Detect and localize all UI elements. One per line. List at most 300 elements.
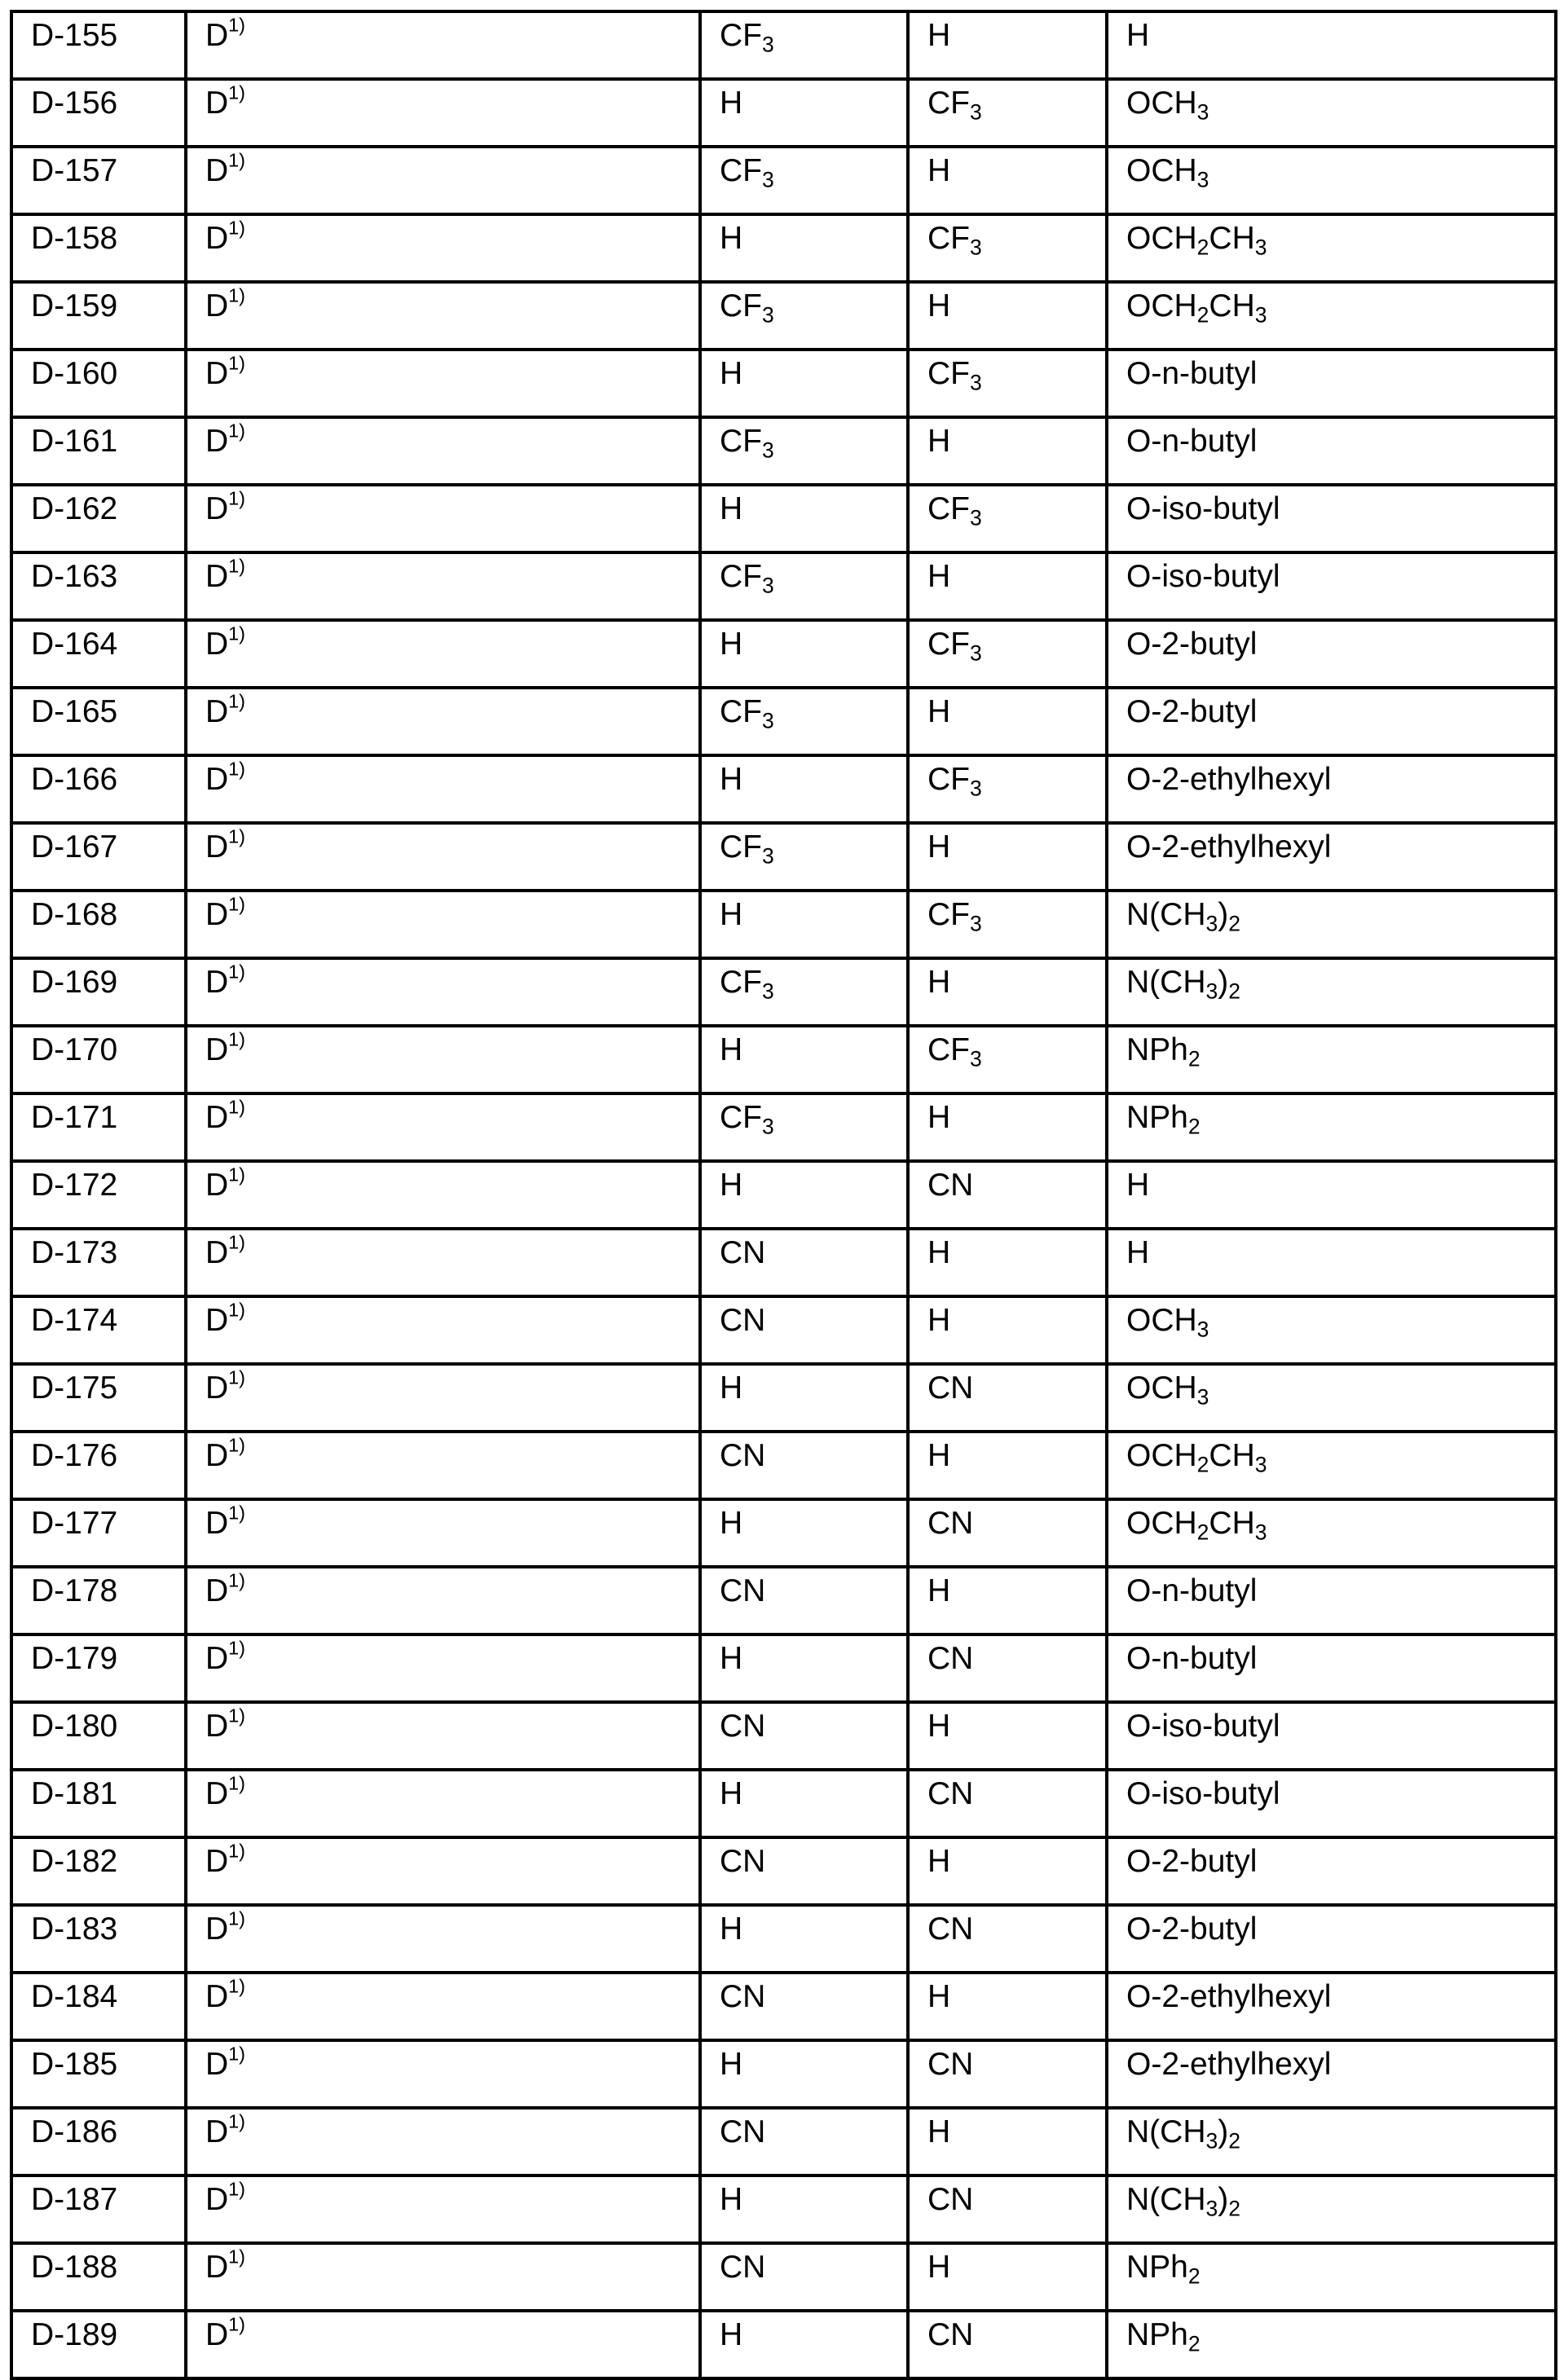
compound-id: D-183 bbox=[31, 1911, 118, 1947]
table-row bbox=[11, 2175, 1556, 2243]
table-row bbox=[11, 620, 1556, 688]
substituent-r2-cell bbox=[908, 1432, 1107, 1499]
substituent-r2-cell bbox=[908, 1770, 1107, 1837]
compound-id: D-171 bbox=[31, 1100, 118, 1135]
compound-id-cell bbox=[11, 282, 186, 350]
table-row bbox=[11, 958, 1556, 1026]
substituent-r1: $CF_3$ bbox=[720, 559, 774, 598]
table-row bbox=[11, 755, 1556, 823]
substituent-r2-cell bbox=[908, 350, 1107, 417]
base-structure: D bbox=[205, 694, 229, 729]
substituent-r3: H bbox=[1126, 18, 1150, 53]
substituent-r3-cell bbox=[1107, 1905, 1556, 1973]
substituent-r2: H bbox=[927, 1844, 951, 1879]
base-structure: D bbox=[205, 1573, 229, 1608]
substituent-r2: CN bbox=[927, 1641, 974, 1676]
footnote-ref: 1) bbox=[228, 1705, 245, 1727]
substituent-r3: $OCH_3$ bbox=[1126, 1370, 1209, 1410]
compound-id-cell bbox=[11, 2311, 186, 2378]
compound-id-cell bbox=[11, 823, 186, 891]
substituent-r2: H bbox=[927, 965, 951, 1000]
compound-id: D-189 bbox=[31, 2317, 118, 2352]
substituent-r3-cell bbox=[1107, 620, 1556, 688]
footnote-ref: 1) bbox=[228, 1772, 245, 1794]
footnote-ref: 1) bbox=[228, 1434, 245, 1456]
table-row bbox=[11, 1634, 1556, 1702]
compound-id: D-165 bbox=[31, 694, 118, 729]
substituent-r3: O-2-ethylhexyl bbox=[1126, 1979, 1332, 2014]
compound-id: D-169 bbox=[31, 965, 118, 1000]
substituent-r1-cell bbox=[700, 214, 908, 282]
compound-id: D-186 bbox=[31, 2114, 118, 2149]
base-structure-cell bbox=[186, 891, 700, 958]
compound-id: D-166 bbox=[31, 762, 118, 797]
footnote-ref: 1) bbox=[228, 149, 245, 171]
substituent-r3: NPh$_2$ bbox=[1126, 1032, 1201, 1071]
base-structure: D bbox=[205, 1641, 229, 1676]
compound-id: D-159 bbox=[31, 288, 118, 323]
base-structure: D bbox=[205, 424, 229, 459]
substituent-r1-cell bbox=[700, 147, 908, 214]
base-structure: D bbox=[205, 1911, 229, 1947]
substituent-r2-cell bbox=[908, 2311, 1107, 2378]
substituent-r1: H bbox=[720, 1641, 743, 1676]
substituent-r3-cell bbox=[1107, 282, 1556, 350]
base-structure-cell bbox=[186, 823, 700, 891]
base-structure-cell bbox=[186, 2040, 700, 2108]
substituent-r1: CN bbox=[720, 1235, 766, 1270]
table-row bbox=[11, 1229, 1556, 1296]
compound-id: D-188 bbox=[31, 2250, 118, 2285]
substituent-r1-cell bbox=[700, 1499, 908, 1567]
substituent-r1: $CF_3$ bbox=[720, 18, 774, 57]
substituent-r2: H bbox=[927, 559, 951, 594]
substituent-r2: H bbox=[927, 1979, 951, 2014]
substituent-r2-cell bbox=[908, 214, 1107, 282]
base-structure-cell bbox=[186, 1973, 700, 2040]
compound-id: D-184 bbox=[31, 1979, 118, 2014]
base-structure-cell bbox=[186, 147, 700, 214]
substituent-r1: CN bbox=[720, 1573, 766, 1608]
substituent-r2-cell bbox=[908, 2175, 1107, 2243]
substituent-r3: NPh$_2$ bbox=[1126, 2317, 1201, 2356]
base-structure-cell bbox=[186, 214, 700, 282]
compound-id-cell bbox=[11, 2243, 186, 2311]
substituent-r2-cell bbox=[908, 79, 1107, 147]
substituent-r2: $CF_3$ bbox=[927, 897, 982, 936]
substituent-r1: H bbox=[720, 1911, 743, 1947]
base-structure-cell bbox=[186, 1161, 700, 1229]
base-structure-cell bbox=[186, 620, 700, 688]
substituent-r3: O-2-butyl bbox=[1126, 1844, 1258, 1879]
base-structure: D bbox=[205, 153, 229, 188]
substituent-r3-cell bbox=[1107, 1634, 1556, 1702]
substituent-r3-cell bbox=[1107, 147, 1556, 214]
table-row bbox=[11, 1026, 1556, 1093]
compound-id-cell bbox=[11, 1973, 186, 2040]
substituent-r2: $CF_3$ bbox=[927, 1032, 982, 1071]
substituent-r3-cell bbox=[1107, 755, 1556, 823]
substituent-r3: $OCH_2CH_3$ bbox=[1126, 1506, 1267, 1545]
footnote-ref: 1) bbox=[228, 1164, 245, 1186]
base-structure-cell bbox=[186, 2175, 700, 2243]
substituent-r3: $OCH_3$ bbox=[1126, 153, 1209, 192]
table-row bbox=[11, 1093, 1556, 1161]
compound-id: D-168 bbox=[31, 897, 118, 932]
compound-id: D-182 bbox=[31, 1844, 118, 1879]
substituent-r1: $CF_3$ bbox=[720, 153, 774, 192]
substituent-r2-cell bbox=[908, 417, 1107, 485]
substituent-r3-cell bbox=[1107, 1973, 1556, 2040]
substituent-r2: H bbox=[927, 18, 951, 53]
footnote-ref: 1) bbox=[228, 555, 245, 577]
footnote-ref: 1) bbox=[228, 1569, 245, 1591]
base-structure-cell bbox=[186, 1093, 700, 1161]
substituent-r1-cell bbox=[700, 485, 908, 552]
base-structure: D bbox=[205, 897, 229, 932]
substituent-r3-cell bbox=[1107, 1364, 1556, 1432]
compound-id-cell bbox=[11, 755, 186, 823]
substituent-r3: NPh$_2$ bbox=[1126, 1100, 1201, 1139]
substituent-r3-cell bbox=[1107, 79, 1556, 147]
substituent-r2: H bbox=[927, 1573, 951, 1608]
substituent-r1-cell bbox=[700, 1432, 908, 1499]
substituent-r2-cell bbox=[908, 11, 1107, 79]
substituent-r1: CN bbox=[720, 1709, 766, 1744]
compound-id-cell bbox=[11, 688, 186, 755]
base-structure: D bbox=[205, 1709, 229, 1744]
substituent-r3-cell bbox=[1107, 891, 1556, 958]
base-structure: D bbox=[205, 18, 229, 53]
compound-id: D-156 bbox=[31, 86, 118, 121]
substituent-r3: $OCH_2CH_3$ bbox=[1126, 1438, 1267, 1477]
substituent-r1-cell bbox=[700, 1905, 908, 1973]
table-row bbox=[11, 1161, 1556, 1229]
base-structure: D bbox=[205, 762, 229, 797]
substituent-r2: H bbox=[927, 1438, 951, 1473]
base-structure: D bbox=[205, 627, 229, 662]
base-structure-cell bbox=[186, 1702, 700, 1770]
substituent-r1-cell bbox=[700, 2108, 908, 2175]
substituent-r1-cell bbox=[700, 1567, 908, 1634]
footnote-ref: 1) bbox=[228, 1231, 245, 1253]
footnote-ref: 1) bbox=[228, 487, 245, 509]
substituent-r3: $N(CH_3)_2$ bbox=[1126, 2114, 1240, 2153]
base-structure-cell bbox=[186, 1499, 700, 1567]
substituent-r1: $CF_3$ bbox=[720, 965, 774, 1004]
substituent-r1: H bbox=[720, 491, 743, 526]
footnote-ref: 1) bbox=[228, 1637, 245, 1659]
footnote-ref: 1) bbox=[228, 217, 245, 239]
substituent-r3-cell bbox=[1107, 2311, 1556, 2378]
substituent-r1-cell bbox=[700, 2243, 908, 2311]
substituent-r1-cell bbox=[700, 1296, 908, 1364]
table-row bbox=[11, 823, 1556, 891]
footnote-ref: 1) bbox=[228, 14, 245, 36]
footnote-ref: 1) bbox=[228, 2110, 245, 2132]
substituent-r1: CN bbox=[720, 2114, 766, 2149]
substituent-r1: H bbox=[720, 627, 743, 662]
substituent-r2-cell bbox=[908, 1161, 1107, 1229]
footnote-ref: 1) bbox=[228, 420, 245, 442]
substituent-r3-cell bbox=[1107, 823, 1556, 891]
base-structure: D bbox=[205, 965, 229, 1000]
substituent-r3: O-iso-butyl bbox=[1126, 1776, 1280, 1811]
substituent-r3-cell bbox=[1107, 2243, 1556, 2311]
compound-id-cell bbox=[11, 11, 186, 79]
base-structure: D bbox=[205, 1168, 229, 1203]
substituent-r2: H bbox=[927, 424, 951, 459]
substituent-r1: H bbox=[720, 897, 743, 932]
footnote-ref: 1) bbox=[228, 1096, 245, 1118]
table-row bbox=[11, 891, 1556, 958]
base-structure: D bbox=[205, 221, 229, 256]
compound-id: D-187 bbox=[31, 2182, 118, 2217]
substituent-r2-cell bbox=[908, 1905, 1107, 1973]
substituent-r3-cell bbox=[1107, 552, 1556, 620]
compound-id-cell bbox=[11, 79, 186, 147]
compound-id-cell bbox=[11, 2108, 186, 2175]
table-row bbox=[11, 552, 1556, 620]
base-structure-cell bbox=[186, 958, 700, 1026]
compound-id: D-185 bbox=[31, 2047, 118, 2082]
substituent-r3-cell bbox=[1107, 1770, 1556, 1837]
substituent-r3: O-iso-butyl bbox=[1126, 491, 1280, 526]
footnote-ref: 1) bbox=[228, 893, 245, 915]
substituent-r1-cell bbox=[700, 620, 908, 688]
compound-id-cell bbox=[11, 1837, 186, 1905]
substituent-r2-cell bbox=[908, 1296, 1107, 1364]
compound-id: D-170 bbox=[31, 1032, 118, 1067]
compound-id: D-180 bbox=[31, 1709, 118, 1744]
substituent-r3: H bbox=[1126, 1168, 1150, 1203]
compound-id-cell bbox=[11, 1905, 186, 1973]
base-structure: D bbox=[205, 2047, 229, 2082]
base-structure: D bbox=[205, 1370, 229, 1406]
base-structure: D bbox=[205, 1032, 229, 1067]
substituent-r1-cell bbox=[700, 282, 908, 350]
base-structure: D bbox=[205, 2114, 229, 2149]
substituent-r3-cell bbox=[1107, 350, 1556, 417]
table-row bbox=[11, 1770, 1556, 1837]
substituent-r2-cell bbox=[908, 1567, 1107, 1634]
compound-id: D-173 bbox=[31, 1235, 118, 1270]
footnote-ref: 1) bbox=[228, 1907, 245, 1929]
substituent-r2: H bbox=[927, 1235, 951, 1270]
compound-id: D-164 bbox=[31, 627, 118, 662]
substituent-r1-cell bbox=[700, 417, 908, 485]
base-structure: D bbox=[205, 2250, 229, 2285]
substituent-r1: CN bbox=[720, 1979, 766, 2014]
substituent-r3-cell bbox=[1107, 1837, 1556, 1905]
substituent-r1-cell bbox=[700, 1026, 908, 1093]
footnote-ref: 1) bbox=[228, 690, 245, 712]
footnote-ref: 1) bbox=[228, 825, 245, 847]
base-structure: D bbox=[205, 1438, 229, 1473]
substituent-r2-cell bbox=[908, 891, 1107, 958]
substituent-r3: $OCH_2CH_3$ bbox=[1126, 221, 1267, 260]
base-structure-cell bbox=[186, 350, 700, 417]
substituent-r1-cell bbox=[700, 823, 908, 891]
base-structure-cell bbox=[186, 1432, 700, 1499]
base-structure-cell bbox=[186, 1837, 700, 1905]
compound-id-cell bbox=[11, 1026, 186, 1093]
substituent-r3-cell bbox=[1107, 1499, 1556, 1567]
footnote-ref: 1) bbox=[228, 352, 245, 374]
compound-id: D-178 bbox=[31, 1573, 118, 1608]
footnote-ref: 1) bbox=[228, 1840, 245, 1862]
substituent-r2: $CF_3$ bbox=[927, 491, 982, 530]
compound-id: D-167 bbox=[31, 829, 118, 864]
compound-id: D-176 bbox=[31, 1438, 118, 1473]
substituent-r2-cell bbox=[908, 688, 1107, 755]
substituent-r3-cell bbox=[1107, 1567, 1556, 1634]
substituent-r3: O-n-butyl bbox=[1126, 356, 1258, 391]
table-row bbox=[11, 1296, 1556, 1364]
compound-id-cell bbox=[11, 2175, 186, 2243]
footnote-ref: 1) bbox=[228, 758, 245, 780]
substituent-r2-cell bbox=[908, 755, 1107, 823]
substituent-r3: O-2-butyl bbox=[1126, 1911, 1258, 1947]
compound-id: D-163 bbox=[31, 559, 118, 594]
substituent-r1-cell bbox=[700, 1229, 908, 1296]
substituent-r1: H bbox=[720, 1168, 743, 1203]
base-structure-cell bbox=[186, 1364, 700, 1432]
compound-id-cell bbox=[11, 958, 186, 1026]
table-row bbox=[11, 2108, 1556, 2175]
compound-id-cell bbox=[11, 1567, 186, 1634]
substituent-r2: H bbox=[927, 694, 951, 729]
substituent-r3: O-2-ethylhexyl bbox=[1126, 829, 1332, 864]
substituent-r2: H bbox=[927, 2250, 951, 2285]
footnote-ref: 1) bbox=[228, 81, 245, 103]
table-row bbox=[11, 282, 1556, 350]
substituent-r2-cell bbox=[908, 1364, 1107, 1432]
compound-id: D-155 bbox=[31, 18, 118, 53]
footnote-ref: 1) bbox=[228, 2246, 245, 2268]
base-structure-cell bbox=[186, 2108, 700, 2175]
compound-id: D-158 bbox=[31, 221, 118, 256]
substituent-r2-cell bbox=[908, 1093, 1107, 1161]
substituent-r3-cell bbox=[1107, 2175, 1556, 2243]
substituent-r2: $CF_3$ bbox=[927, 221, 982, 260]
compound-id-cell bbox=[11, 1296, 186, 1364]
base-structure: D bbox=[205, 356, 229, 391]
substituent-r3-cell bbox=[1107, 1026, 1556, 1093]
substituent-r2: CN bbox=[927, 1506, 974, 1541]
substituent-r2: H bbox=[927, 1709, 951, 1744]
substituent-r1: H bbox=[720, 762, 743, 797]
base-structure: D bbox=[205, 491, 229, 526]
substituent-r1-cell bbox=[700, 1634, 908, 1702]
substituent-r1-cell bbox=[700, 2175, 908, 2243]
substituent-r2: CN bbox=[927, 2317, 974, 2352]
substituent-r1: $CF_3$ bbox=[720, 424, 774, 463]
compound-id: D-177 bbox=[31, 1506, 118, 1541]
table-row bbox=[11, 2311, 1556, 2378]
substituent-r1: CN bbox=[720, 2250, 766, 2285]
substituent-r3-cell bbox=[1107, 688, 1556, 755]
substituent-r2: $CF_3$ bbox=[927, 356, 982, 395]
base-structure-cell bbox=[186, 1567, 700, 1634]
substituent-r2: H bbox=[927, 829, 951, 864]
substituent-r3: O-2-ethylhexyl bbox=[1126, 762, 1332, 797]
substituent-r1-cell bbox=[700, 1702, 908, 1770]
footnote-ref: 1) bbox=[228, 961, 245, 983]
footnote-ref: 1) bbox=[228, 622, 245, 644]
substituent-r1: H bbox=[720, 1776, 743, 1811]
base-structure-cell bbox=[186, 11, 700, 79]
substituent-r3-cell bbox=[1107, 1432, 1556, 1499]
base-structure-cell bbox=[186, 1634, 700, 1702]
base-structure: D bbox=[205, 1235, 229, 1270]
compound-id-cell bbox=[11, 552, 186, 620]
base-structure-cell bbox=[186, 1229, 700, 1296]
substituent-r3: O-n-butyl bbox=[1126, 1641, 1258, 1676]
compound-id: D-162 bbox=[31, 491, 118, 526]
substituent-r3: O-2-ethylhexyl bbox=[1126, 2047, 1332, 2082]
substituent-r2-cell bbox=[908, 552, 1107, 620]
substituent-r3-cell bbox=[1107, 1093, 1556, 1161]
substituent-r2-cell bbox=[908, 1026, 1107, 1093]
compound-id: D-181 bbox=[31, 1776, 118, 1811]
compound-id-cell bbox=[11, 1432, 186, 1499]
base-structure: D bbox=[205, 559, 229, 594]
substituent-r1-cell bbox=[700, 891, 908, 958]
substituent-r3-cell bbox=[1107, 1702, 1556, 1770]
compound-id-cell bbox=[11, 1499, 186, 1567]
compound-id: D-157 bbox=[31, 153, 118, 188]
substituent-r3-cell bbox=[1107, 1229, 1556, 1296]
substituent-r1-cell bbox=[700, 1093, 908, 1161]
substituent-r2-cell bbox=[908, 620, 1107, 688]
substituent-r3-cell bbox=[1107, 485, 1556, 552]
substituent-r1: $CF_3$ bbox=[720, 694, 774, 733]
substituent-r1: H bbox=[720, 2317, 743, 2352]
substituent-r2: CN bbox=[927, 1168, 974, 1203]
substituent-r1-cell bbox=[700, 2040, 908, 2108]
substituent-r3: O-n-butyl bbox=[1126, 1573, 1258, 1608]
substituent-r1-cell bbox=[700, 1161, 908, 1229]
substituent-r3: $OCH_3$ bbox=[1126, 1303, 1209, 1342]
base-structure: D bbox=[205, 1506, 229, 1541]
compound-id: D-160 bbox=[31, 356, 118, 391]
substituent-r1: H bbox=[720, 1032, 743, 1067]
substituent-r3-cell bbox=[1107, 214, 1556, 282]
base-structure: D bbox=[205, 829, 229, 864]
base-structure: D bbox=[205, 1844, 229, 1879]
table-row bbox=[11, 1905, 1556, 1973]
table-row bbox=[11, 485, 1556, 552]
substituent-r2-cell bbox=[908, 2040, 1107, 2108]
base-structure-cell bbox=[186, 1905, 700, 1973]
base-structure-cell bbox=[186, 552, 700, 620]
footnote-ref: 1) bbox=[228, 1028, 245, 1050]
substituent-r3: $N(CH_3)_2$ bbox=[1126, 965, 1240, 1004]
substituent-r2-cell bbox=[908, 485, 1107, 552]
compound-id-cell bbox=[11, 1093, 186, 1161]
substituent-r1: $CF_3$ bbox=[720, 829, 774, 869]
substituent-r2-cell bbox=[908, 958, 1107, 1026]
table-row bbox=[11, 1973, 1556, 2040]
substituent-r1: CN bbox=[720, 1303, 766, 1338]
substituent-r3: $N(CH_3)_2$ bbox=[1126, 2182, 1240, 2221]
substituent-r2: H bbox=[927, 1303, 951, 1338]
substituent-r1: $CF_3$ bbox=[720, 1100, 774, 1139]
table-row bbox=[11, 688, 1556, 755]
base-structure: D bbox=[205, 1303, 229, 1338]
substituent-r1: CN bbox=[720, 1438, 766, 1473]
